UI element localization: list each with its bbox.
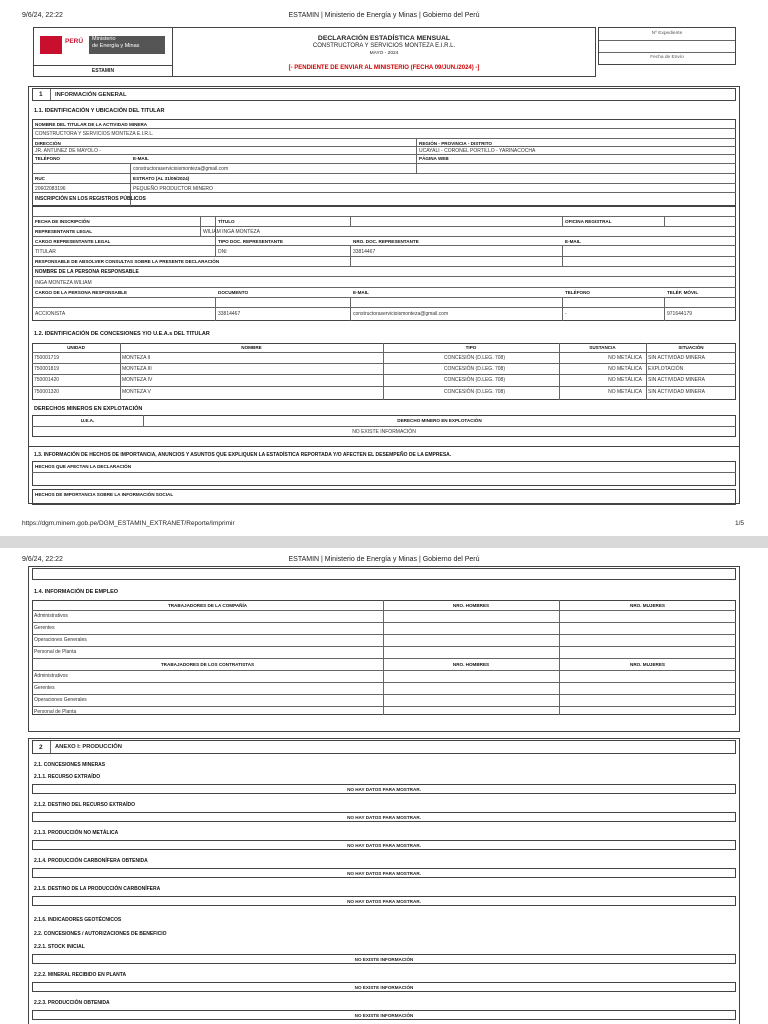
print-title: ESTAMIN | Ministerio de Energía y Minas | Gobierno del Perú — [288, 12, 480, 19]
address-value: JR. ANTUNEZ DE MAYOLO - — [35, 148, 102, 154]
s14-title: 1.4. INFORMACIÓN DE EMPLEO — [34, 589, 119, 595]
page-number: 1/5 — [734, 520, 744, 527]
print-url: https://dgm.minem.gob.pe/DGM_ESTAMIN_EXTRANET/Reporte/Imprimir — [22, 520, 235, 527]
rep-legal-value: WILIAM INGA MONTEZA — [203, 229, 260, 235]
region-value: UCAYALI - CORONEL PORTILLO - YARINACOCHA — [419, 148, 536, 154]
section-2-header: 2 ANEXO I: PRODUCCIÓN — [32, 740, 736, 754]
period: MAYO - 2024 — [369, 51, 399, 56]
page-2: 9/6/24, 22:22 ESTAMIN | Ministerio de Energía y Minas | Gobierno del Perú 1.4. INFORMACIÓN DE EMPLEO TRABAJADORES DE LA COMPAÑÍA NRO. HOMBRES NRO. MUJERES Administrativos Gerentes Operaciones Generales Personal de Planta TRABAJADORES DE LOS CONTRATISTAS NRO. HOMBRES NRO. MUJERES Administrativos Gerentes Operaciones Generales Personal de Planta 2 ANEXO I: PRODUCCIÓN 2.1. CONCESIONES MINERAS 2.1.1. RECURSO EXTRAÍDO NO HAY DATOS PARA MOSTRAR. 2.1.2. DESTINO DEL RECURSO EXTRAÍDO NO HAY DATOS PARA MOSTRAR. 2.1.3. PRODUCCIÓN NO METÁLICA NO HAY DATOS PARA MOSTRAR. 2.1.4. PRODUCCIÓN CARBONÍFERA OBTENIDA NO HAY DATOS PARA MOSTRAR. 2.1.5. DESTINO DE LA PRODUCCIÓN CARBONÍFERA NO HAY DATOS PARA MOSTRAR. 2.1.6. INDICADORES GEOTÉCNICOS 2.2. CONCESIONES / AUTORIZACIONES DE BENEFICIO 2.2.1. STOCK INICIAL NO EXISTE INFORMACIÓN 2.2.2. MINERAL RECIBIDO EN PLANTA NO EXISTE INFORMACIÓN 2.2.3. PRODUCCIÓN OBTENIDA NO EXISTE INFORMACIÓN — [0, 548, 768, 1024]
s11-title: 1.1. IDENTIFICACIÓN Y UBICACIÓN DEL TITULAR — [34, 108, 165, 114]
logo-ministry: Ministerio de Energía y Minas — [89, 36, 165, 54]
s13-title: 1.3. INFORMACIÓN DE HECHOS DE IMPORTANCIA, ANUNCIOS Y ASUNTOS QUE EXPLIQUEN LA ESTADÍSTICA REPORTADA Y/O AFECTEN EL DESEMPEÑO DE LA EMPRESA. — [34, 452, 452, 458]
expediente-box: Nº Expediente Fecha de Envío — [598, 27, 736, 65]
estrato-value: PEQUEÑO PRODUCTOR MINERO — [133, 186, 213, 192]
status-banner: [- PENDIENTE DE ENVIAR AL MINISTERIO (FECHA 09/JUN./2024) -] — [288, 65, 480, 71]
logo-box — [33, 27, 173, 77]
print-datetime: 9/6/24, 22:22 — [22, 12, 63, 19]
coat-of-arms-icon — [40, 36, 62, 54]
declaration-box — [172, 27, 596, 77]
derechos-title: DERECHOS MINEROS EN EXPLOTACIÓN — [34, 406, 143, 412]
company-name: CONSTRUCTORA Y SERVICIOS MONTEZA E.I.R.L. — [312, 43, 456, 49]
s12-title: 1.2. IDENTIFICACIÓN DE CONCESIONES Y/O U.E.A.s DEL TITULAR — [34, 331, 210, 337]
email-value: constructoraservicioismonteza@gmail.com — [133, 166, 229, 172]
titular-value: CONSTRUCTORA Y SERVICIOS MONTEZA E.I.R.L. — [35, 131, 154, 137]
system-name: ESTAMIN — [91, 68, 115, 74]
logo-peru: PERÚ — [65, 38, 84, 45]
ruc-value: 20602083196 — [35, 186, 66, 192]
declaration-title: DECLARACIÓN ESTADÍSTICA MENSUAL — [317, 35, 451, 42]
page-1: 9/6/24, 22:22 ESTAMIN | Ministerio de Energía y Minas | Gobierno del Perú PERÚ Ministerio de Energía y Minas ESTAMIN DECLARACIÓN ESTADÍSTICA MENSUAL CONSTRUCTORA Y SERVICIOS MONTEZA E.I.R.L. MAYO - 2024 [- PENDIENTE DE ENVIAR AL MINISTERIO (FECHA 09/JUN./2024) -] Nº Expediente Fecha de Envío 1 INFORMACIÓN GENERAL 1.1. IDENTIFICACIÓN Y UBICACIÓN DEL TITULAR NOMBRE DEL TITULAR DE LA ACTIVIDAD MINERA CONSTRUCTORA Y SERVICIOS MONTEZA E.I.R.L. DIRECCIÓN REGIÓN - PROVINCIA - DISTRITO JR. ANTUNEZ DE MAYOLO - UCAYALI - CORONEL PORTILLO - YARINACOCHA TELÉFONO E-MAIL PÁGINA WEB constructoraservicioismonteza@gmail.com RUC ESTRATO (AL 31/05/2024) 20602083196 PEQUEÑO PRODUCTOR MINERO INSCRIPCIÓN EN LOS REGISTROS PÚBLICOS FECHA DE INSCRIPCIÓN TÍTULO OFICINA REGISTRAL REPRESENTANTE LEGAL WILIAM INGA MONTEZA CARGO REPRESENTANTE LEGAL TIPO DOC. REPRESENTANTE NRO. DOC. REPRESENTANTE E-MAIL TITULAR DNI 33814467 RESPONSABLE DE ABSOLVER CONSULTAS SOBRE LA PRESENTE DECLARACIÓN NOMBRE DE LA PERSONA RESPONSABLE INGA MONTEZA WILIAM CARGO DE LA PERSONA RESPONSABLE DOCUMENTO E-MAIL TELÉFONO TELÉF. MÓVIL ACCIONISTA 33814467 constructoraservicioismonteza@gmail.com - 971644179 1.2. IDENTIFICACIÓN DE CONCESIONES Y/O U.E.A.s DEL TITULAR UNIDAD NOMBRE TIPO SUSTANCIA SITUACIÓN 750001719 MONTEZA II CONCESIÓN (D.LEG. 708) NO METÁLICA SIN ACTIVIDAD MINERA 750001819 MONTEZA III CONCESIÓN (D.LEG. 708) NO METÁLICA EXPLOTACIÓN 750001420 MONTEZA IV CONCESIÓN (D.LEG. 708) NO METÁLICA SIN ACTIVIDAD MINERA 750001320 MONTEZA V CONCESIÓN (D.LEG. 708) NO METÁLICA SIN ACTIVIDAD MINERA DERECHOS MINEROS EN EXPLOTACIÓN U.E.A. DERECHO MINERO EN EXPLOTACIÓN NO EXISTE INFORMACIÓN 1.3. INFORMACIÓN DE HECHOS DE IMPORTANCIA, ANUNCIOS Y ASUNTOS QUE EXPLIQUEN LA ESTADÍSTICA REPORTADA Y/O AFECTEN EL DESEMPEÑO DE LA EMPRESA. HECHOS QUE AFECTAN LA DECLARACIÓN HECHOS DE IMPORTANCIA SOBRE LA INFORMACIÓN SOCIAL https://dgm.minem.gob.pe/DGM_ESTAMIN_EXTRANET/Reporte/Imprimir 1/5 — [0, 0, 768, 536]
no-info: NO EXISTE INFORMACIÓN — [352, 429, 416, 435]
responsable-value: INGA MONTEZA WILIAM — [35, 280, 92, 286]
section-1-header: 1 INFORMACIÓN GENERAL — [32, 88, 736, 101]
